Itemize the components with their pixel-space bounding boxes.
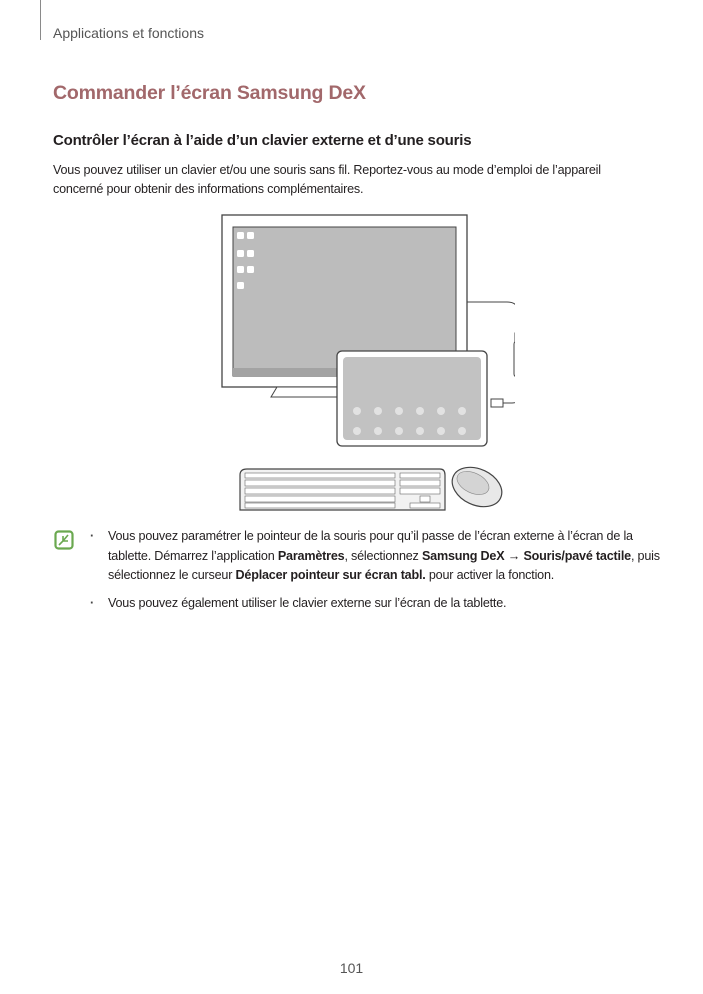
menu-path-dex: Samsung DeX: [421, 548, 505, 563]
subsection-title: Contrôler l’écran à l’aide d’un clavier externe et d’une souris: [53, 132, 472, 149]
tablet-icon: [337, 351, 487, 446]
page-number: 101: [339, 960, 364, 976]
note-pencil-icon: [54, 530, 74, 550]
menu-path-toggle: Déplacer pointeur sur écran tabl.: [235, 568, 426, 582]
page-title: Commander l’écran Samsung DeX: [53, 82, 366, 104]
note-item: · Vous pouvez paramétrer le pointeur de la souris pour qu’il passe de l’écran externe à l’écran de la tablette. Démarrez l’application Paramètres, sélectionnez Samsung DeX → Souris/pavé tactile, puis sélectionnez le curseur Déplacer pointeur sur écran tabl. pour activer la fonction.: [90, 527, 660, 586]
note-list: [90, 527, 660, 621]
dex-illustration: [215, 205, 515, 515]
intro-paragraph: Vous pouvez utiliser un clavier et/ou une souris sans fil. Reportez-vous au mode d’emploi de l’appareil concerné pour obtenir des informations complémentaires.: [53, 163, 601, 196]
note-item: · Vous pouvez également utiliser le clavier externe sur l’écran de la tablette.: [90, 594, 660, 614]
mouse-icon: [446, 460, 508, 515]
margin-rule: [40, 0, 41, 40]
section-header: Applications et fonctions: [53, 25, 204, 41]
menu-path-mouse: Souris/pavé tactile: [523, 548, 631, 563]
keyboard-icon: [240, 469, 445, 510]
menu-path-settings: Paramètres: [277, 548, 345, 563]
